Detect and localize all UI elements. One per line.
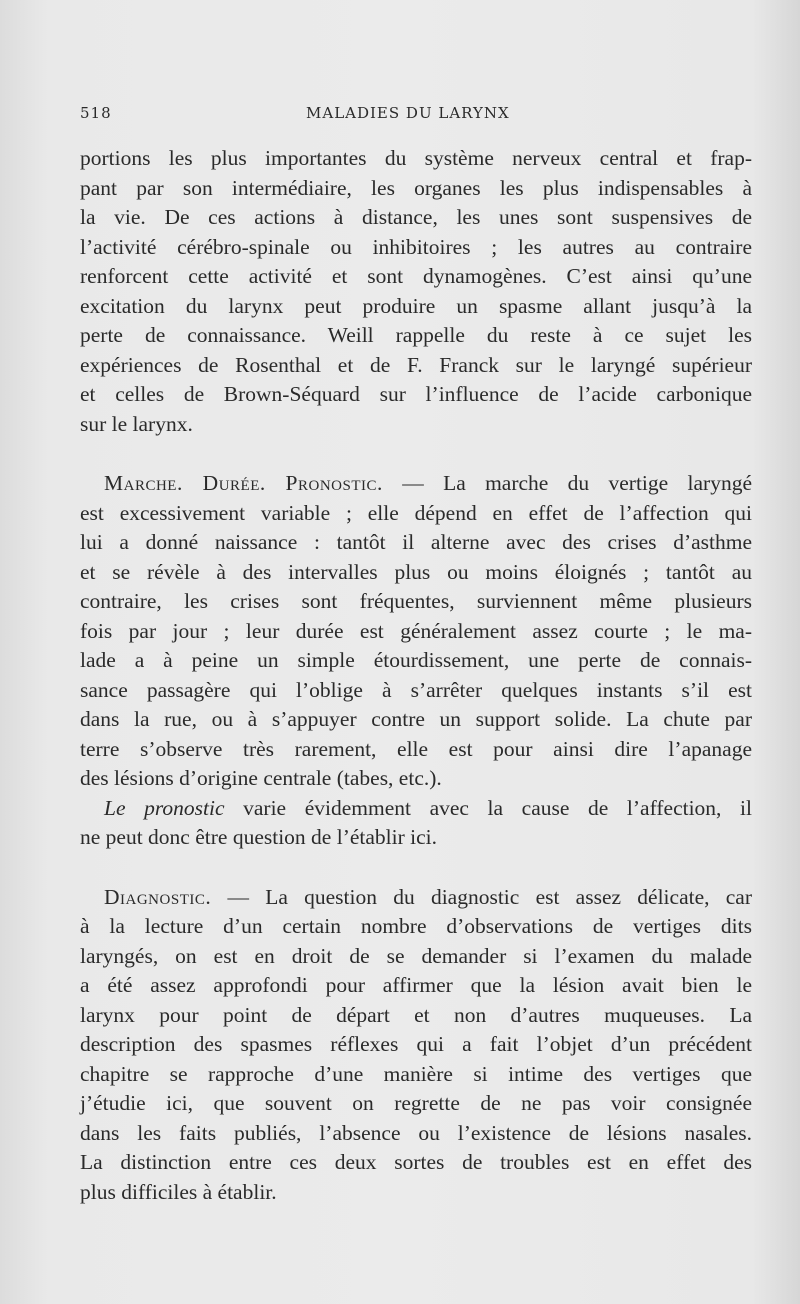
text-line: renforcent cette activité et sont dynamogènes. C’est ainsi qu’une (80, 264, 752, 288)
text-line: pant par son intermédiaire, les organes les plus indispensables à (80, 175, 752, 200)
body-text (80, 144, 752, 1207)
italic-term-pronostic: Le pronostic (104, 795, 225, 820)
text-line: description des spasmes réflexes qui a fait l’objet d’un précédent (80, 1032, 752, 1056)
paragraph-diagnostic (80, 883, 752, 1208)
text-line: et se révèle à des intervalles plus ou moins éloignés ; tantôt au (80, 559, 752, 584)
text-line: la vie. De ces actions à distance, les unes sont suspensives de (80, 205, 752, 229)
section-heading-diagnostic: Diagnostic. (104, 884, 212, 909)
paragraph-gap (80, 853, 752, 883)
text-line: excitation du larynx peut produire un spasme allant jusqu’à la (80, 293, 752, 318)
text-line: j’étudie ici, que souvent on regrette de ne pas voir consignée (80, 1091, 752, 1115)
text-line: des lésions d’origine centrale (tabes, etc.). (80, 766, 442, 790)
text-line: dans la rue, ou à s’appuyer contre un support solide. La chute par (80, 707, 752, 731)
text-line: larynx pour point de départ et non d’autres muqueuses. La (80, 1002, 752, 1027)
text-line: La distinction entre ces deux sortes de troubles est en effet des (80, 1150, 752, 1174)
text-line: portions les plus importantes du système nerveux central et frap- (80, 146, 752, 170)
paragraph-pronostic (80, 794, 752, 853)
text-line: contraire, les crises sont fréquentes, surviennent même plusieurs (80, 589, 752, 613)
text-line: est excessivement variable ; elle dépend en effet de l’affection qui (80, 500, 752, 525)
text-line: ne peut donc être question de l’établir ici. (80, 825, 438, 849)
text-line: chapitre se rapproche d’une manière si intime des vertiges que (80, 1061, 752, 1086)
text-line: plus difficiles à établir. (80, 1179, 277, 1204)
paragraph-continuation (80, 144, 752, 439)
text-line: fois par jour ; leur durée est généralement assez courte ; le ma- (80, 618, 752, 643)
text-line: perte de connaissance. Weill rappelle du reste à ce sujet les (80, 323, 752, 347)
paragraph-gap (80, 439, 752, 469)
text-line: lade a à peine un simple étourdissement, une perte de connais- (80, 648, 752, 672)
running-title: MALADIES DU LARYNX (306, 104, 510, 122)
text-line: et celles de Brown-Séquard sur l’influence de l’acide carbonique (80, 382, 752, 406)
text-line (80, 469, 752, 499)
text-line: à la lecture d’un certain nombre d’observations de vertiges dits (80, 914, 752, 938)
section-heading-marche: Marche. Durée. Pronostic. (104, 471, 383, 495)
text-line: expériences de Rosenthal et de F. Franck sur le laryngé supérieur (80, 352, 752, 377)
text-line (80, 794, 752, 824)
text-line: sur le larynx. (80, 411, 193, 436)
text-line: dans les faits publiés, l’absence ou l’existence de lésions nasales. (80, 1120, 752, 1145)
text-line: l’activité cérébro-spinale ou inhibitoires ; les autres au contraire (80, 234, 752, 259)
text-run: — La question du diagnostic est assez délicate, car (211, 884, 752, 909)
text-line: a été assez approfondi pour affirmer que la lésion avait bien le (80, 973, 752, 997)
text-line: laryngés, on est en droit de se demander si l’examen du malade (80, 943, 752, 968)
running-head (80, 104, 752, 128)
text-line (80, 883, 752, 913)
text-run: varie évidemment avec la cause de l’affection, il (224, 795, 752, 820)
text-line: sance passagère qui l’oblige à s’arrêter quelques instants s’il est (80, 677, 752, 702)
text-line: terre s’observe très rarement, elle est pour ainsi dire l’apanage (80, 736, 752, 761)
text-line: lui a donné naissance : tantôt il alterne avec des crises d’asthme (80, 530, 752, 554)
paragraph-marche (80, 469, 752, 794)
text-run: — La marche du vertige laryngé (382, 471, 752, 495)
page-number: 518 (80, 104, 112, 122)
